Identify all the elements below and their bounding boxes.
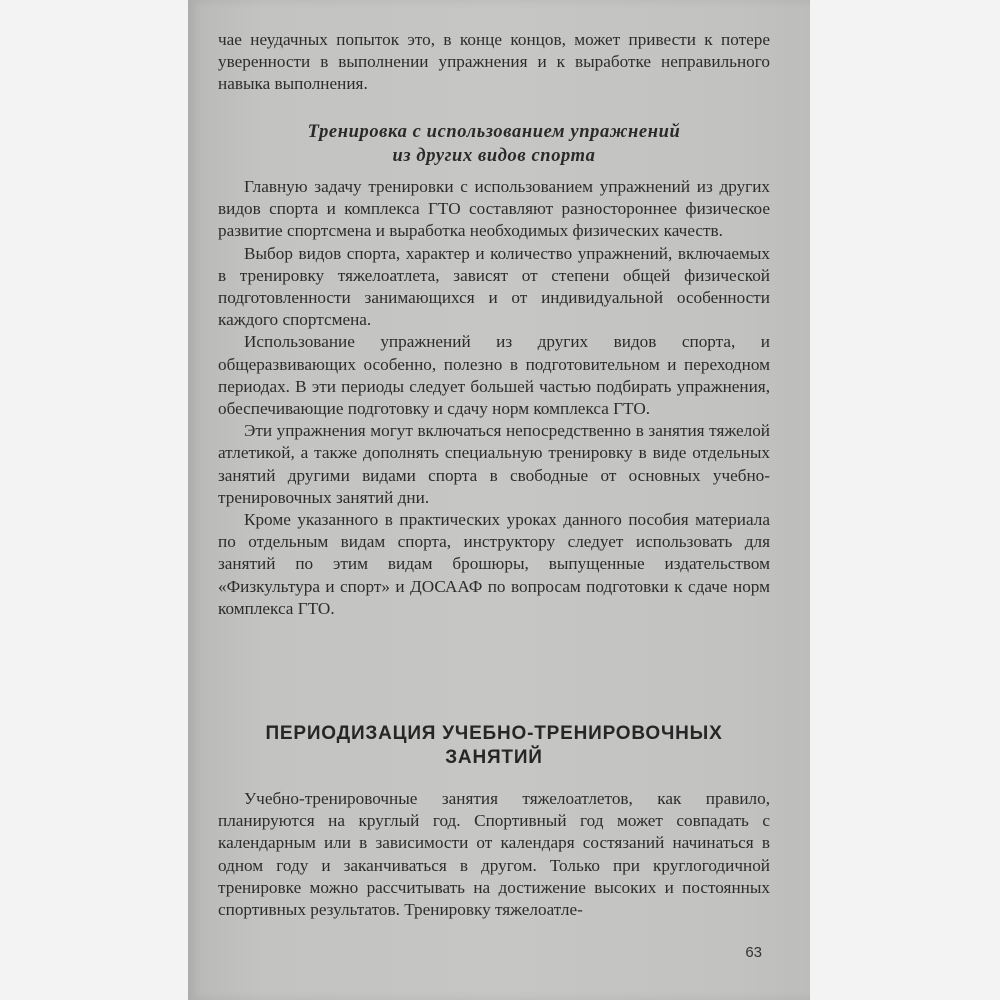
section-2-body (218, 788, 770, 921)
section-1-title (218, 120, 770, 168)
section-1-title-line-1: Тренировка с использованием упражнений (307, 122, 681, 142)
top-paragraph: чае неудачных попыток это, в конце концов, может привести к потере уверенности в выполнении упражнения и к выработке неправильного навыка выполнения. (218, 30, 770, 94)
section-2-title (218, 722, 770, 770)
section-1-body (218, 176, 770, 620)
section-1-paragraph: Выбор видов спорта, характер и количество упражнений, включаемых в тренировку тяжелоатлета, зависят от степени общей физической подготовленности занимающихся и от индивидуальной особенности каждого спортсмена. (218, 243, 770, 330)
section-2-paragraph: Учебно-тренировочные занятия тяжелоатлетов, как правило, планируются на круглый год. Спортивный год может совпадать с календарным или в зависимости от календаря состязаний начинаться в одном году и заканчиваться в другом. Только при круглогодичной тренировке можно рассчитывать на достижение высоких и постоянных спортивных результатов. Тренировку тяжелоатле- (218, 789, 770, 920)
section-1-paragraph: Кроме указанного в практических уроках данного пособия материала по отдельным видам спорта, инструктору следует использовать для занятий по этим видам брошюры, выпущенные издательством «Физкультура и спорт» и ДОСААФ по вопросам подготовки к сдаче норм комплекса ГТО. (218, 510, 770, 618)
section-2-title-line-1: ПЕРИОДИЗАЦИЯ УЧЕБНО-ТРЕНИРОВОЧНЫХ (265, 723, 723, 744)
section-1-paragraph: Использование упражнений из других видов спорта, и общеразвивающих особенно, полезно в подготовительном и переходном периодах. В эти периоды следует большей частью подбирать упражнения, обеспечивающие подготовку и сдачу норм комплекса ГТО. (218, 332, 770, 419)
page-number: 63 (745, 944, 762, 961)
section-1-paragraph: Главную задачу тренировки с использованием упражнений из других видов спорта и комплекса ГТО составляют разностороннее физическое развитие спортсмена и выработка необходимых физических качеств. (218, 177, 770, 241)
section-1-paragraph: Эти упражнения могут включаться непосредственно в занятия тяжелой атлетикой, а также дополнять специальную тренировку в виде отдельных занятий другими видами спорта в свободные от основных учебно-тренировочных занятий дни. (218, 421, 770, 507)
section-1-title-line-2: из других видов спорта (392, 146, 596, 166)
section-2-title-line-2: ЗАНЯТИЙ (445, 747, 543, 768)
book-page (188, 0, 810, 1000)
top-paragraph-block (218, 29, 770, 96)
